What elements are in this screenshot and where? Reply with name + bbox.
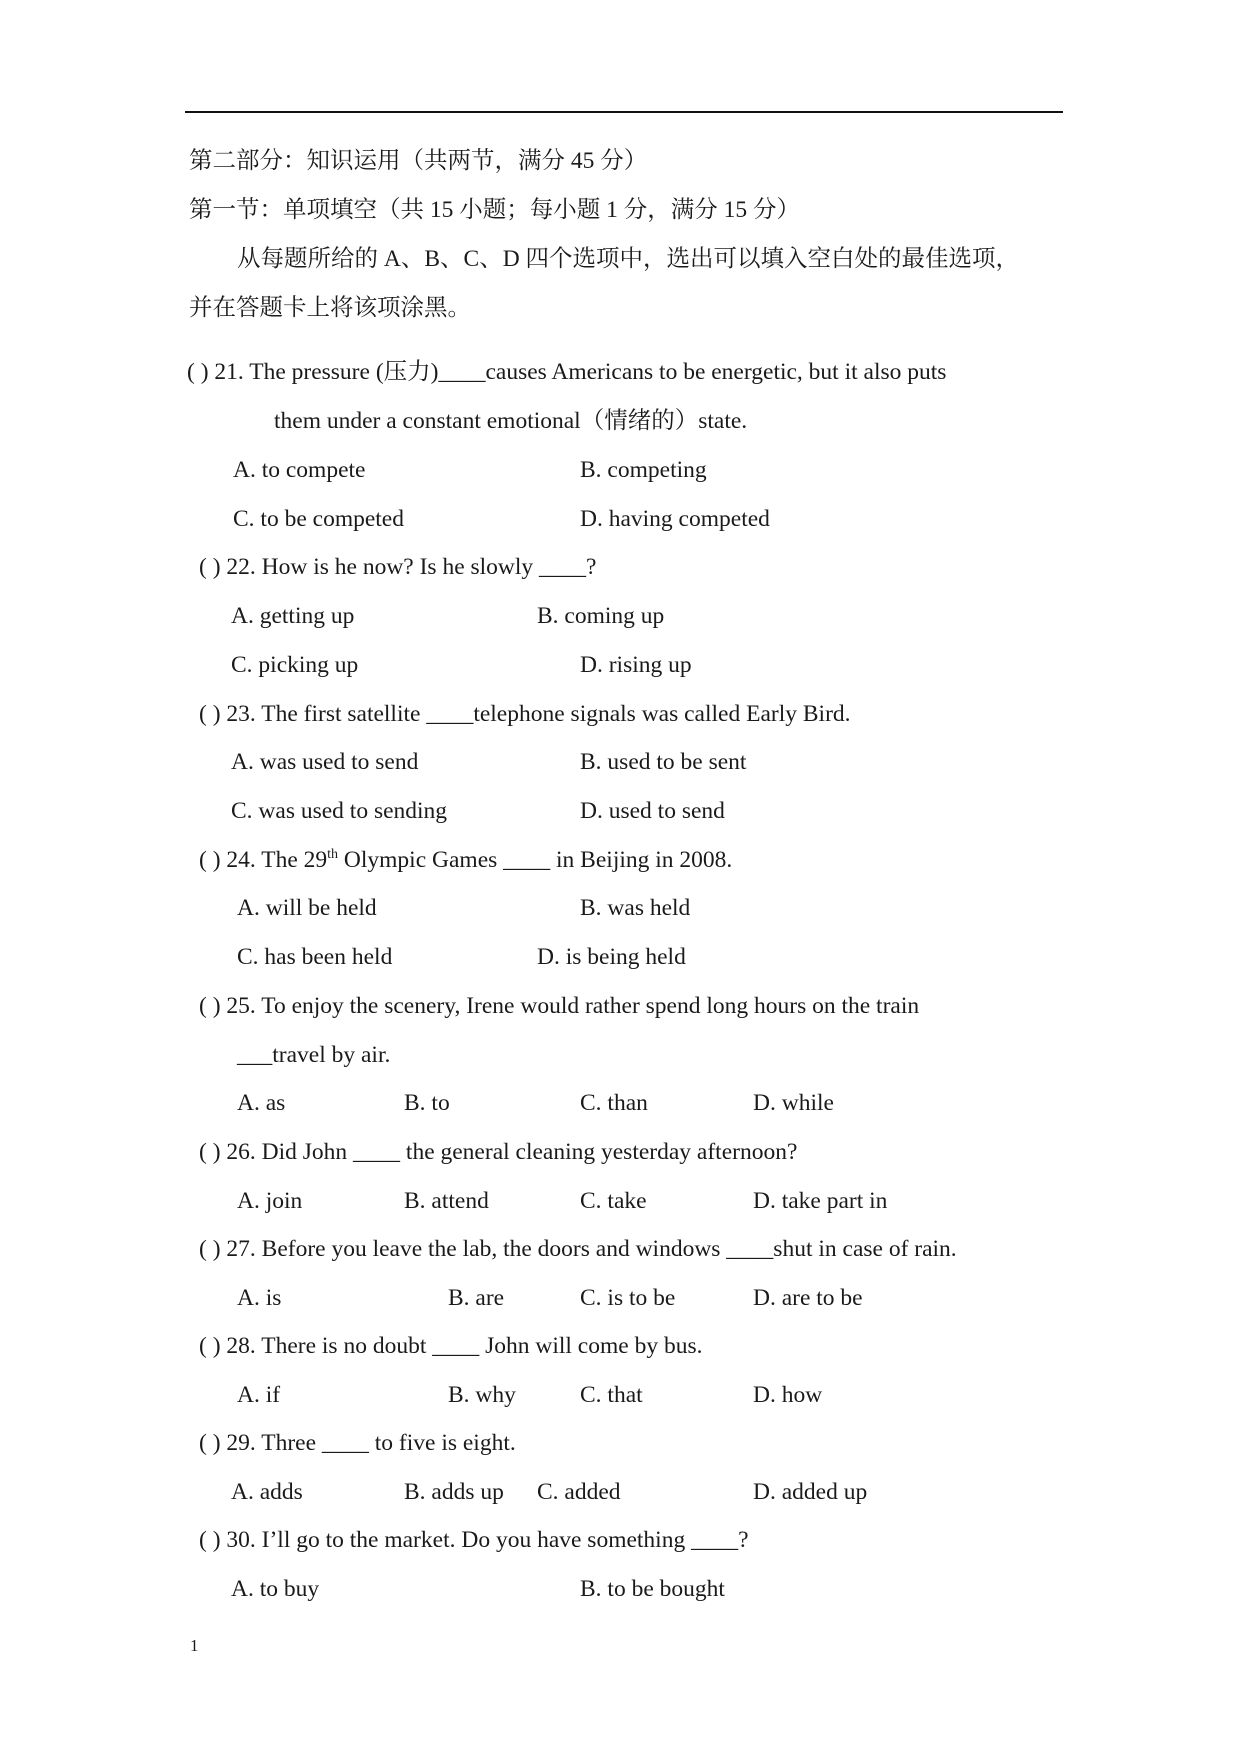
- question-24-stem: ( ) 24. The 29th Olympic Games ____ in Beijing in 2008.: [199, 847, 733, 873]
- q27-option-a[interactable]: A. is: [237, 1285, 282, 1311]
- question-29-stem: ( ) 29. Three ____ to five is eight.: [199, 1430, 516, 1456]
- q26-option-c[interactable]: C. take: [580, 1188, 647, 1214]
- q21-option-a[interactable]: A. to compete: [233, 457, 366, 483]
- question-30-stem: ( ) 30. I’ll go to the market. Do you have something ____?: [199, 1527, 749, 1553]
- q21-option-d[interactable]: D. having competed: [580, 506, 770, 532]
- instructions-line-1: 从每题所给的 A、B、C、D 四个选项中，选出可以填入空白处的最佳选项，: [237, 246, 1020, 272]
- q27-option-c[interactable]: C. is to be: [580, 1285, 676, 1311]
- question-25-stem-cont: ___travel by air.: [237, 1042, 391, 1068]
- q22-option-b[interactable]: B. coming up: [537, 603, 665, 629]
- q30-option-a[interactable]: A. to buy: [231, 1576, 320, 1602]
- q23-option-b[interactable]: B. used to be sent: [580, 749, 747, 775]
- question-21-stem-cont: them under a constant emotional（情绪的）state.: [274, 408, 748, 434]
- q24-option-a[interactable]: A. will be held: [237, 895, 377, 921]
- q28-option-b[interactable]: B. why: [448, 1382, 516, 1408]
- header-rule: [185, 111, 1063, 113]
- q29-option-d[interactable]: D. added up: [753, 1479, 868, 1505]
- q29-option-c[interactable]: C. added: [537, 1479, 621, 1505]
- question-25-stem: ( ) 25. To enjoy the scenery, Irene would rather spend long hours on the train: [199, 993, 920, 1019]
- q24-option-b[interactable]: B. was held: [580, 895, 691, 921]
- q22-option-c[interactable]: C. picking up: [231, 652, 359, 678]
- q30-option-b[interactable]: B. to be bought: [580, 1576, 725, 1602]
- q24-option-d[interactable]: D. is being held: [537, 944, 686, 970]
- question-28-stem: ( ) 28. There is no doubt ____ John will come by bus.: [199, 1333, 703, 1359]
- q24-option-c[interactable]: C. has been held: [237, 944, 393, 970]
- q23-option-d[interactable]: D. used to send: [580, 798, 725, 824]
- q23-option-c[interactable]: C. was used to sending: [231, 798, 448, 824]
- q29-option-b[interactable]: B. adds up: [404, 1479, 504, 1505]
- instructions-line-2: 并在答题卡上将该项涂黑。: [189, 295, 471, 321]
- q26-option-a[interactable]: A. join: [237, 1188, 303, 1214]
- q28-option-a[interactable]: A. if: [237, 1382, 281, 1408]
- q27-option-b[interactable]: B. are: [448, 1285, 505, 1311]
- q25-option-b[interactable]: B. to: [404, 1090, 450, 1116]
- superscript-th: th: [327, 847, 339, 863]
- question-22-stem: ( ) 22. How is he now? Is he slowly ____?: [199, 554, 597, 580]
- q25-option-d[interactable]: D. while: [753, 1090, 834, 1116]
- q23-option-a[interactable]: A. was used to send: [231, 749, 419, 775]
- q26-option-d[interactable]: D. take part in: [753, 1188, 888, 1214]
- q25-option-c[interactable]: C. than: [580, 1090, 648, 1116]
- question-27-stem: ( ) 27. Before you leave the lab, the doors and windows ____shut in case of rain.: [199, 1236, 957, 1262]
- q28-option-d[interactable]: D. how: [753, 1382, 823, 1408]
- q22-option-a[interactable]: A. getting up: [231, 603, 355, 629]
- q21-option-b[interactable]: B. competing: [580, 457, 707, 483]
- section-title: 第一节：单项填空（共 15 小题；每小题 1 分，满分 15 分）: [189, 197, 800, 223]
- question-26-stem: ( ) 26. Did John ____ the general cleaning yesterday afternoon?: [199, 1139, 798, 1165]
- question-21-stem: ( ) 21. The pressure (压力)____causes Americans to be energetic, but it also puts: [187, 359, 947, 385]
- page-number: 1: [190, 1636, 199, 1655]
- q29-option-a[interactable]: A. adds: [231, 1479, 303, 1505]
- q21-option-c[interactable]: C. to be competed: [233, 506, 404, 532]
- q26-option-b[interactable]: B. attend: [404, 1188, 489, 1214]
- q28-option-c[interactable]: C. that: [580, 1382, 643, 1408]
- q22-option-d[interactable]: D. rising up: [580, 652, 692, 678]
- q27-option-d[interactable]: D. are to be: [753, 1285, 863, 1311]
- question-23-stem: ( ) 23. The first satellite ____telephone signals was called Early Bird.: [199, 701, 851, 727]
- part-title: 第二部分：知识运用（共两节，满分 45 分）: [189, 148, 648, 174]
- q25-option-a[interactable]: A. as: [237, 1090, 286, 1116]
